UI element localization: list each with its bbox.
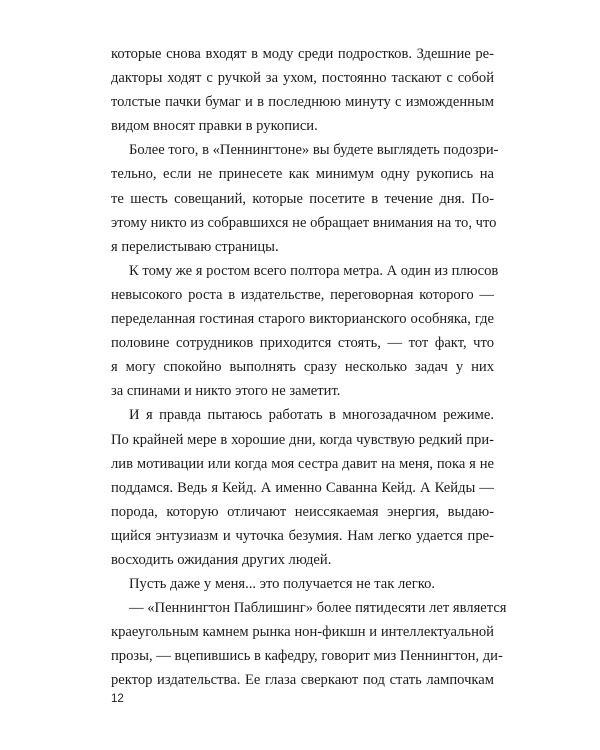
text-line: переделанная гостиная старого викторианского особняка, где: [111, 311, 494, 328]
text-line: дакторы ходят с ручкой за ухом, постоянно таскают с собой: [111, 70, 494, 87]
text-line: тельно, если не принесете как минимум одну рукопись на: [111, 166, 494, 183]
text-line: прозы, — вцепившись в кафедру, говорит миз Пеннингтон, ди-: [111, 648, 503, 665]
text-line: половине сотрудников приходится стоять, — тот факт, что: [111, 335, 494, 352]
paragraph: [111, 403, 494, 572]
text-line: Более того, в «Пеннингтоне» вы будете выглядеть подозри-: [129, 142, 499, 159]
text-line: восходить ожидания других людей.: [111, 551, 332, 568]
text-line: за спинами и никто этого не заметит.: [111, 383, 341, 400]
text-line: я перелистываю страницы.: [111, 238, 279, 255]
text-line: — «Пеннингтон Паблишинг» более пятидесяти лет является: [129, 600, 507, 617]
text-line: лив мотивации или когда моя сестра давит на меня, пока я не: [111, 455, 494, 472]
text-line: И я правда пытаюсь работать в многозадачном режиме.: [129, 407, 494, 424]
text-line: невысокого роста в издательстве, переговорная которого —: [111, 286, 494, 303]
text-line: К тому же я ростом всего полтора метра. А один из плюсов: [129, 262, 499, 279]
text-line: краеугольным камнем рынка нон-фикшн и интеллектуальной: [111, 624, 494, 641]
paragraph: [111, 138, 499, 258]
text-line: толстые пачки бумаг и в последнюю минуту с изможденным: [111, 94, 494, 111]
text-line: этому никто из собравшихся не обращает внимания на то, что: [111, 214, 497, 231]
page-number: 12: [111, 693, 124, 705]
text-line: щийся энтузиазм и чуточка безумия. Нам легко удается пре-: [111, 527, 494, 544]
text-line: видом вносят правки в рукописи.: [111, 118, 318, 135]
text-line: я могу спокойно выполнять сразу несколько задач у них: [111, 359, 494, 376]
text-line: которые снова входят в моду среди подростков. Здешние ре-: [111, 46, 494, 62]
text-line: ректор издательства. Ее глаза сверкают под стать лампочкам: [111, 672, 494, 689]
paragraph: [111, 259, 499, 404]
body-text: [111, 42, 507, 693]
paragraph: [111, 596, 507, 692]
text-line: поддамся. Ведь я Кейд. А именно Саванна Кейд. А Кейды —: [111, 479, 494, 496]
text-line: Пусть даже у меня... это получается не так легко.: [129, 576, 436, 593]
text-line: порода, которую отличают неиссякаемая энергия, выдаю-: [111, 503, 494, 520]
text-line: те шесть совещаний, которые посетите в течение дня. По-: [111, 190, 494, 207]
paragraph: [111, 42, 494, 138]
paragraph: [111, 572, 494, 596]
text-line: По крайней мере в хорошие дни, когда чувствую редкий при-: [111, 431, 494, 448]
